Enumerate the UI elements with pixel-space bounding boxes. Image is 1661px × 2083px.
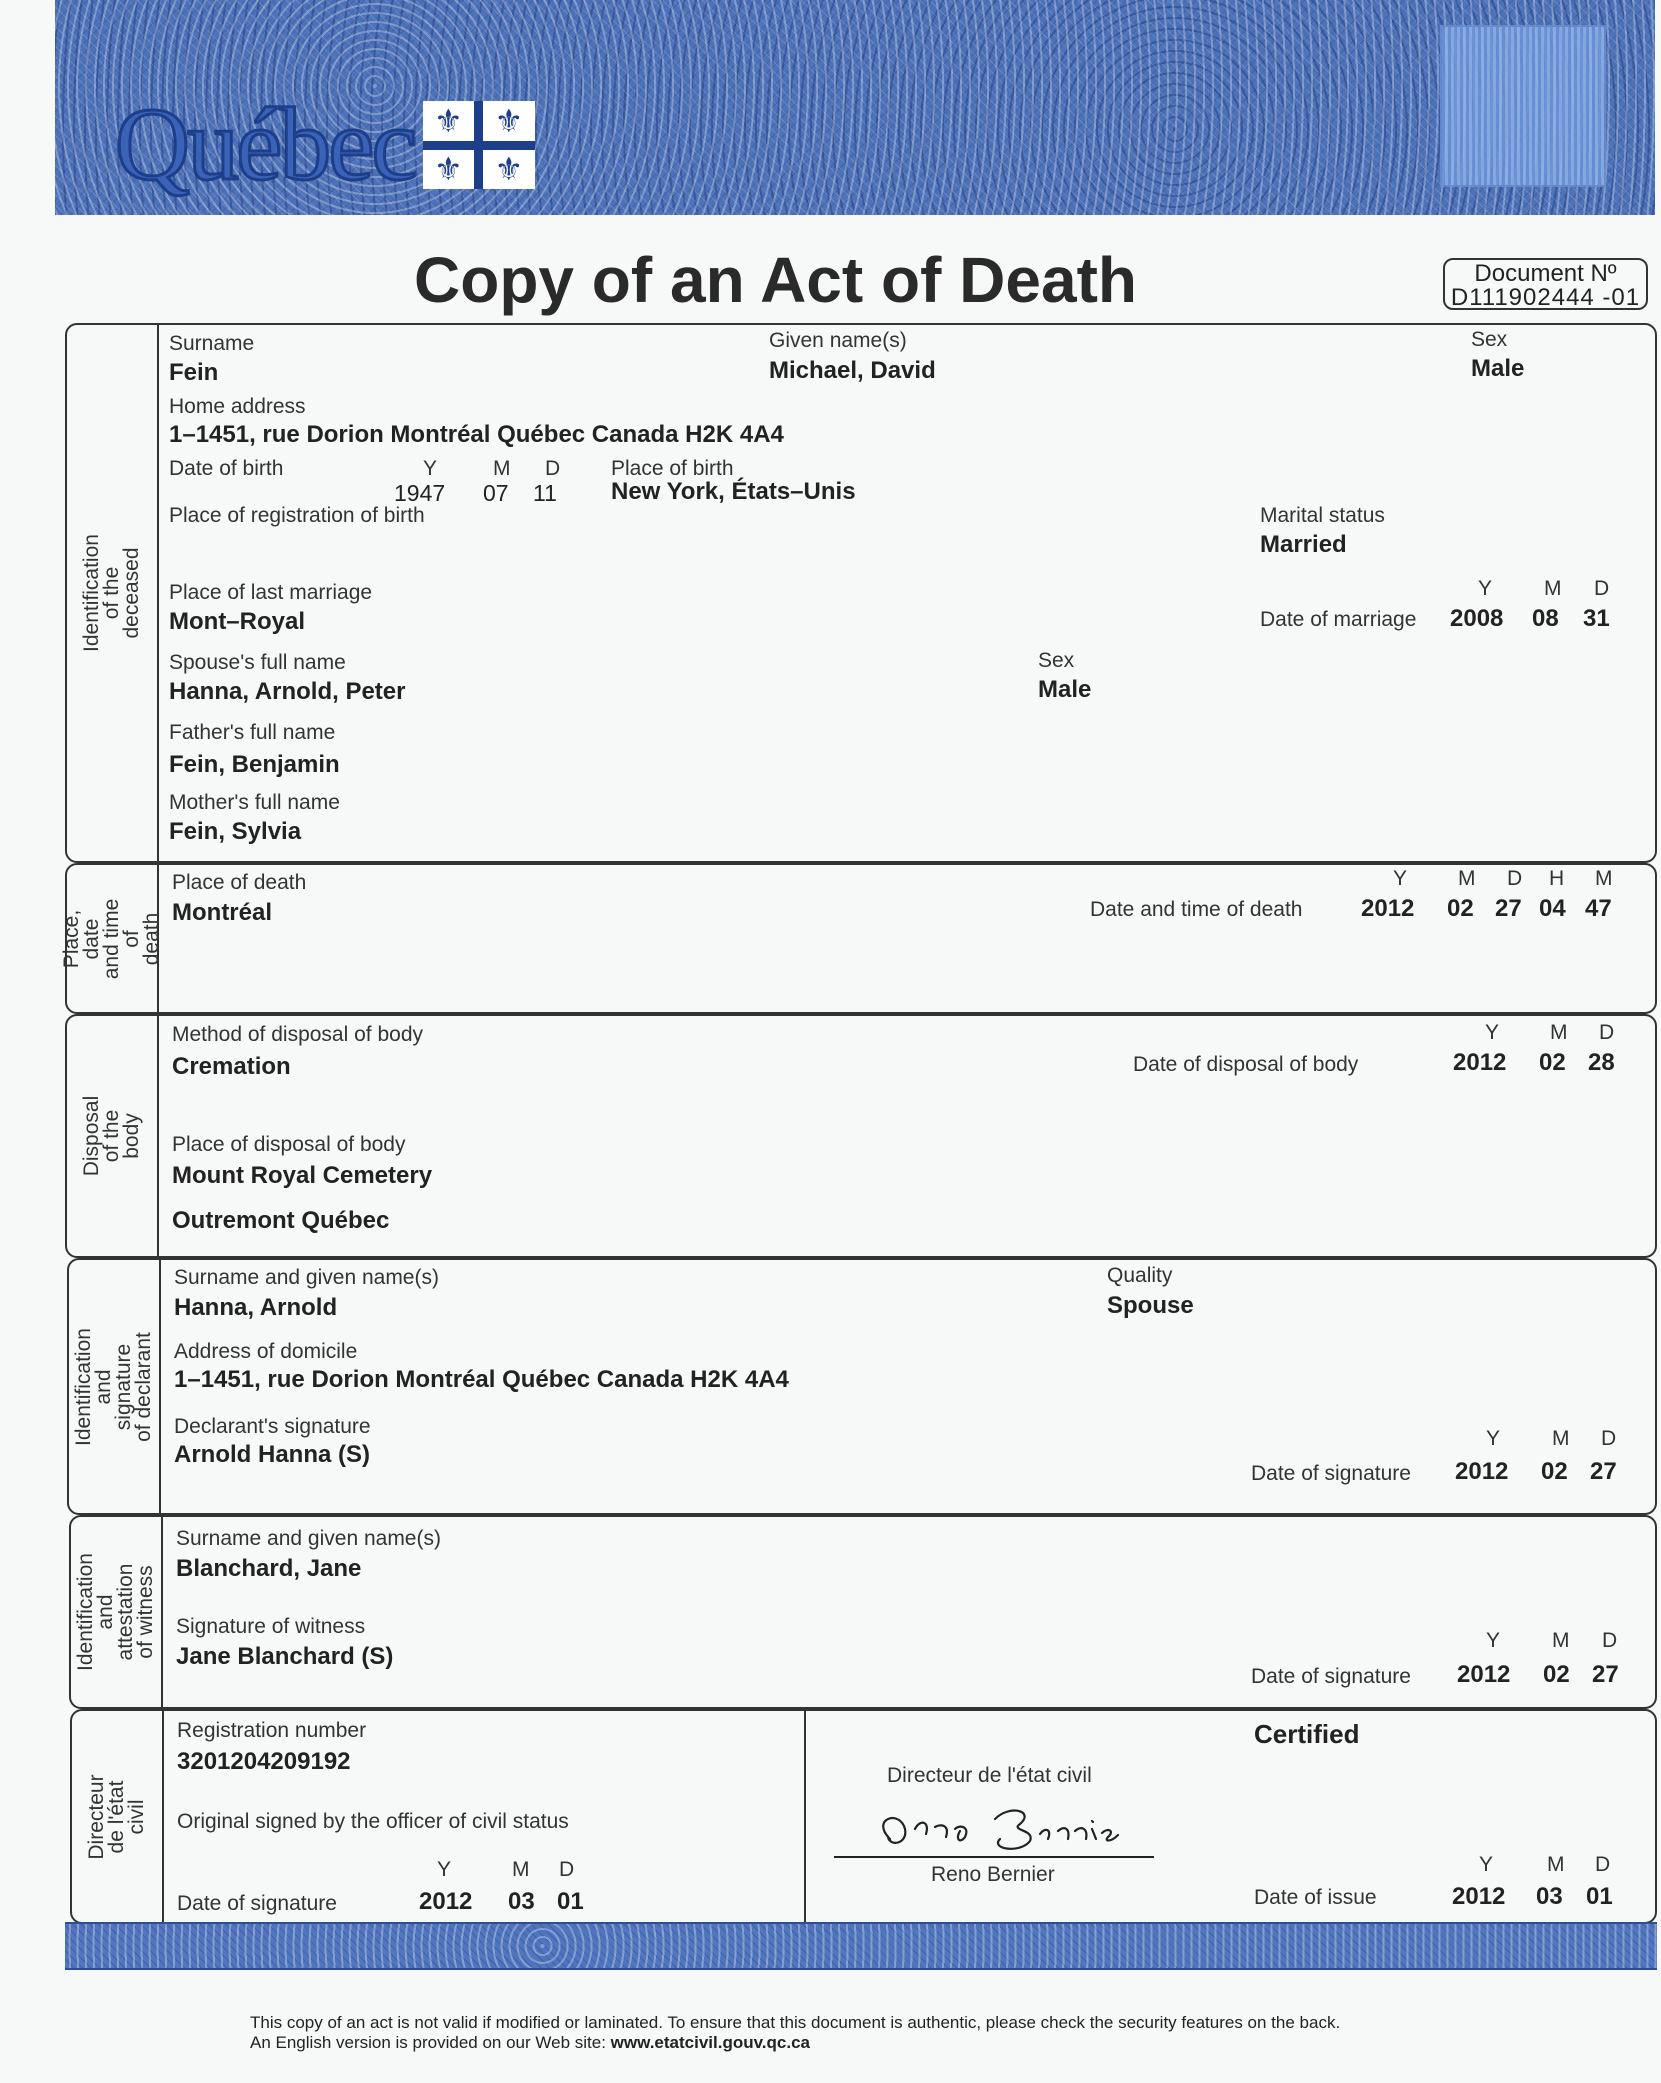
father-label: Father's full name	[169, 721, 336, 744]
marital-status-label: Marital status	[1260, 504, 1385, 527]
given-names-value: Michael, David	[769, 357, 936, 384]
section-disposal-sidebar	[67, 1016, 159, 1256]
disposal-place-line2: Outremont Québec	[172, 1207, 390, 1234]
disposal-y-label: Y	[1485, 1021, 1500, 1044]
death-minute: 47	[1585, 895, 1612, 922]
reg-year: 2012	[419, 1888, 473, 1915]
section-deceased-sidebar	[67, 325, 159, 861]
death-m-label: M	[1458, 867, 1476, 890]
witness-signature-value: Jane Blanchard (S)	[176, 1643, 394, 1670]
document-number-box	[1443, 258, 1648, 310]
section-witness-label: Identification and attestation of witness	[74, 1553, 158, 1671]
marriage-y-label: Y	[1478, 577, 1493, 600]
sex-value: Male	[1471, 355, 1525, 382]
death-min-label: M	[1595, 867, 1613, 890]
declarant-name-value: Hanna, Arnold	[174, 1294, 338, 1321]
death-d-label: D	[1507, 867, 1523, 890]
death-datetime-label: Date and time of death	[1090, 898, 1303, 921]
declarant-y-label: Y	[1486, 1427, 1501, 1450]
pob-value: New York, États–Unis	[611, 478, 856, 505]
witness-m-label: M	[1552, 1629, 1570, 1652]
director-name: Reno Bernier	[931, 1863, 1055, 1886]
section-disposal-label: Disposal of the body	[80, 1095, 143, 1177]
issue-year: 2012	[1452, 1883, 1506, 1910]
dob-d-label: D	[545, 457, 561, 480]
original-signed-text: Original signed by the officer of civil status	[177, 1810, 569, 1833]
footer-notice	[250, 2013, 1340, 2053]
section-declarant-sidebar	[69, 1260, 161, 1513]
footer-line1: This copy of an act is not valid if modified or laminated. To ensure that this document is authentic, please check the security features on the back.	[250, 2013, 1341, 2032]
death-month: 02	[1447, 895, 1474, 922]
place-of-death-value: Montréal	[172, 899, 273, 926]
disposal-d-label: D	[1599, 1021, 1615, 1044]
declarant-date-label: Date of signature	[1251, 1462, 1411, 1485]
sex-label: Sex	[1471, 328, 1508, 351]
witness-d-label: D	[1602, 1629, 1618, 1652]
certified-heading: Certified	[1254, 1719, 1360, 1749]
disposal-place-label: Place of disposal of body	[172, 1133, 406, 1156]
mother-value: Fein, Sylvia	[169, 818, 302, 845]
marriage-date-label: Date of marriage	[1260, 608, 1417, 631]
declarant-name-label: Surname and given name(s)	[174, 1266, 439, 1289]
security-banner-bottom	[65, 1922, 1657, 1970]
death-y-label: Y	[1393, 867, 1408, 890]
marriage-d-label: D	[1594, 577, 1610, 600]
section-registrar-sidebar	[72, 1711, 164, 1922]
declarant-signature-label: Declarant's signature	[174, 1415, 371, 1438]
reg-d-label: D	[559, 1858, 575, 1881]
director-title: Directeur de l'état civil	[887, 1764, 1092, 1787]
disposal-place-line1: Mount Royal Cemetery	[172, 1162, 433, 1189]
witness-day: 27	[1592, 1661, 1619, 1688]
director-signature	[860, 1799, 1140, 1859]
reg-no-value: 3201204209192	[177, 1748, 351, 1775]
registrar-column-divider	[804, 1711, 806, 1922]
quality-value: Spouse	[1107, 1292, 1194, 1319]
spouse-value: Hanna, Arnold, Peter	[169, 678, 406, 705]
dob-day: 11	[533, 480, 557, 506]
mother-label: Mother's full name	[169, 791, 340, 814]
issue-month: 03	[1536, 1883, 1563, 1910]
issue-date-label: Date of issue	[1254, 1886, 1377, 1909]
disposal-date-label: Date of disposal of body	[1133, 1053, 1359, 1076]
declarant-month: 02	[1541, 1458, 1568, 1485]
issue-day: 01	[1586, 1883, 1613, 1910]
fleur-de-lis-flag-icon: ⚜ ⚜ ⚜ ⚜	[423, 101, 535, 189]
section-disposal	[65, 1014, 1657, 1258]
marriage-m-label: M	[1544, 577, 1562, 600]
witness-y-label: Y	[1486, 1629, 1501, 1652]
last-marriage-value: Mont–Royal	[169, 608, 306, 635]
declarant-year: 2012	[1455, 1458, 1509, 1485]
marriage-month: 08	[1532, 605, 1559, 632]
spouse-label: Spouse's full name	[169, 651, 346, 674]
section-registrar	[70, 1709, 1657, 1924]
disposal-method-value: Cremation	[172, 1053, 291, 1080]
section-death	[60, 863, 1657, 1014]
section-declarant-label: Identification and signature of declarant	[72, 1327, 156, 1446]
quebec-logo	[115, 87, 535, 202]
section-deceased-label: Identification of the deceased	[80, 534, 144, 652]
section-witness	[69, 1515, 1657, 1709]
witness-date-label: Date of signature	[1251, 1665, 1411, 1688]
disposal-method-label: Method of disposal of body	[172, 1023, 423, 1046]
reg-month: 03	[508, 1888, 535, 1915]
last-marriage-label: Place of last marriage	[169, 581, 373, 604]
reg-date-label: Date of signature	[177, 1892, 337, 1915]
witness-signature-label: Signature of witness	[176, 1615, 366, 1638]
dob-year: 1947	[394, 480, 446, 506]
spouse-sex-label: Sex	[1038, 649, 1075, 672]
marital-status-value: Married	[1260, 531, 1347, 558]
declarant-day: 27	[1590, 1458, 1617, 1485]
disposal-m-label: M	[1550, 1021, 1568, 1044]
witness-name-value: Blanchard, Jane	[176, 1555, 362, 1582]
declarant-m-label: M	[1552, 1427, 1570, 1450]
dob-label: Date of birth	[169, 457, 284, 480]
footer-website-link[interactable]: www.etatcivil.gouv.qc.ca	[610, 2033, 810, 2052]
surname-value: Fein	[169, 359, 219, 386]
dob-m-label: M	[493, 457, 511, 480]
given-names-label: Given name(s)	[769, 329, 907, 352]
home-address-label: Home address	[169, 395, 306, 418]
declarant-address-label: Address of domicile	[174, 1340, 358, 1363]
quality-label: Quality	[1107, 1264, 1173, 1287]
reg-birth-label: Place of registration of birth	[169, 504, 425, 527]
spouse-sex-value: Male	[1038, 676, 1092, 703]
declarant-d-label: D	[1601, 1427, 1617, 1450]
section-death-label: Place, date and time of death	[60, 898, 163, 979]
reg-day: 01	[557, 1888, 584, 1915]
issue-m-label: M	[1547, 1853, 1565, 1876]
dob-month: 07	[483, 480, 509, 506]
reg-no-label: Registration number	[177, 1719, 367, 1742]
death-year: 2012	[1361, 895, 1415, 922]
reg-y-label: Y	[437, 1858, 452, 1881]
death-h-label: H	[1549, 867, 1565, 890]
marriage-day: 31	[1583, 605, 1610, 632]
logo-wordmark: Québec	[115, 87, 415, 202]
section-death-sidebar	[60, 865, 163, 1012]
father-value: Fein, Benjamin	[169, 751, 340, 778]
issue-d-label: D	[1595, 1853, 1611, 1876]
footer-line2-prefix: An English version is provided on our Web site:	[250, 2033, 611, 2052]
document-title: Copy of an Act of Death	[414, 244, 1137, 316]
director-signature-line	[834, 1856, 1154, 1858]
footer-line2	[250, 2033, 1340, 2053]
witness-year: 2012	[1457, 1661, 1511, 1688]
disposal-day: 28	[1588, 1049, 1615, 1076]
death-hour: 04	[1539, 895, 1566, 922]
section-registrar-label: Directeur de l'état civil	[85, 1773, 148, 1860]
section-declarant	[67, 1258, 1657, 1515]
section-witness-sidebar	[71, 1517, 163, 1707]
witness-month: 02	[1543, 1661, 1570, 1688]
dob-y-label: Y	[423, 457, 438, 480]
document-number-label: Document Nº	[1474, 260, 1617, 287]
document-number: D111902444 -01	[1450, 284, 1641, 311]
disposal-year: 2012	[1453, 1049, 1507, 1076]
death-day: 27	[1495, 895, 1522, 922]
hologram-seal	[1440, 25, 1606, 187]
surname-label: Surname	[169, 332, 255, 355]
place-of-death-label: Place of death	[172, 871, 307, 894]
home-address-value: 1–1451, rue Dorion Montréal Québec Canada H2K 4A4	[169, 421, 784, 448]
declarant-address-value: 1–1451, rue Dorion Montréal Québec Canada H2K 4A4	[174, 1366, 789, 1393]
issue-y-label: Y	[1479, 1853, 1494, 1876]
declarant-signature-value: Arnold Hanna (S)	[174, 1441, 370, 1468]
witness-name-label: Surname and given name(s)	[176, 1527, 441, 1550]
reg-m-label: M	[512, 1858, 530, 1881]
section-deceased	[65, 323, 1657, 863]
pob-label: Place of birth	[611, 457, 734, 480]
marriage-year: 2008	[1450, 605, 1504, 632]
disposal-month: 02	[1539, 1049, 1566, 1076]
